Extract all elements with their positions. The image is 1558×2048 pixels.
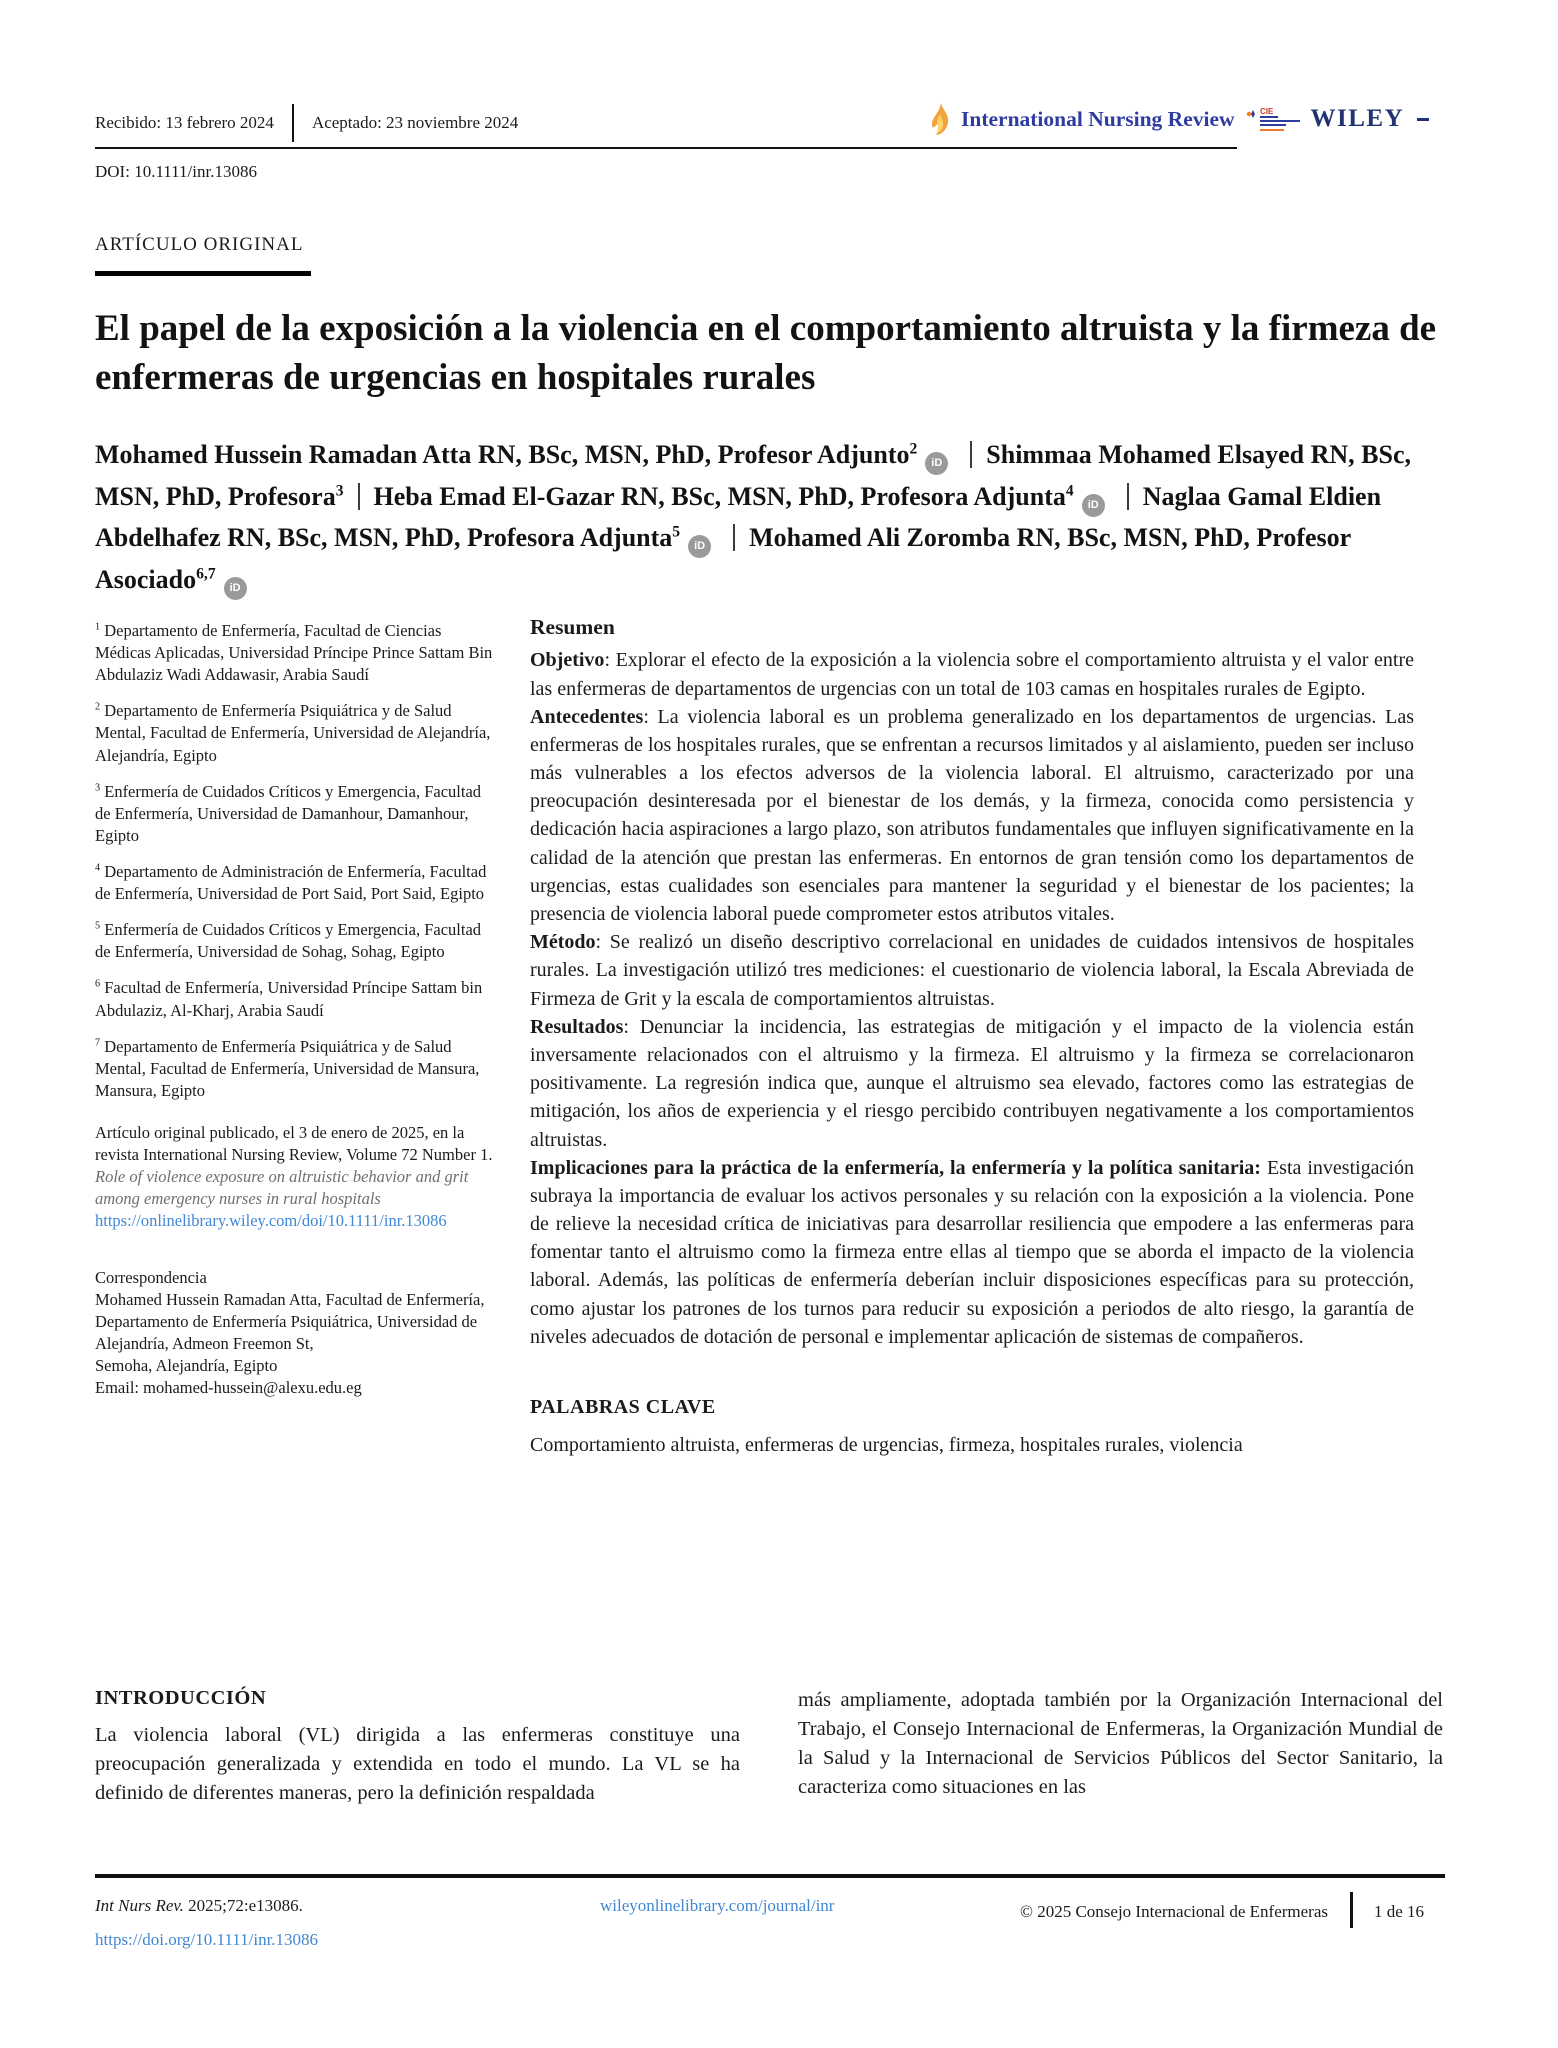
- intro-left-column: [95, 1684, 740, 1808]
- author-separator: [970, 441, 972, 468]
- doi-text: DOI: 10.1111/inr.13086: [95, 162, 257, 181]
- journal-logo-group: [928, 102, 1429, 136]
- journal-website-link[interactable]: wileyonlinelibrary.com/journal/inr: [600, 1896, 835, 1915]
- keywords-heading: PALABRAS CLAVE: [530, 1396, 716, 1418]
- received-accepted-row: [95, 104, 518, 142]
- introduction-heading: INTRODUCCIÓN: [95, 1687, 267, 1709]
- publisher-logo: WILEY: [1310, 105, 1405, 132]
- author-separator: [733, 524, 735, 551]
- article-type-label: ARTÍCULO ORIGINAL: [95, 234, 304, 255]
- abstract-section-implications: Implicaciones para la práctica de la enfermería, la enfermería y la política sanitaria: Esta investigación subraya la importancia de evaluar los activos personales y su relación con la exposición a la violencia. Pone de relieve la necesidad crítica de iniciativas para desarrollar resiliencia que empodere a las enfermeras para fomentar tanto el altruismo como la firmeza entre ellas al tiempo que se aborda el impacto de la violencia laboral. Además, las políticas de enfermería deberían incluir disposiciones específicas para su protección, como ajustar los patrones de los turnos para reducir su exposición a periodos de alto riesgo, la garantía de niveles adecuados de dotación de personal e implementar aplicación de sistemas de compañeros.: [530, 1156, 1414, 1348]
- affiliation-sup: 6,7: [196, 565, 216, 583]
- affiliation: $^2$ Departamento de Enfermería Psiquiátrica y de Salud Mental, Facultad de Enfermería, Universidad de Alejandría, Alejandría, Egipto: [95, 701, 491, 765]
- header-rule: [95, 147, 1237, 149]
- author: Mohamed Hussein Ramadan Atta RN, BSc, MSN, PhD, Profesor Adjunto$^2$: [95, 440, 918, 469]
- correspondence-address: Mohamed Hussein Ramadan Atta, Facultad de Enfermería, Departamento de Enfermería Psiquiátrica, Universidad de Alejandría, Admeon Freemon St,: [95, 1289, 485, 1353]
- affiliation-sup: 4: [1065, 481, 1074, 499]
- article-doi-link[interactable]: https://onlinelibrary.wiley.com/doi/10.1111/inr.13086: [95, 1211, 447, 1231]
- correspondence-email: Email: mohamed-hussein@alexu.edu.eg: [95, 1378, 362, 1398]
- author: Naglaa Gamal Eldien Abdelhafez RN, BSc, MSN, PhD, Profesora Adjunta$^5$: [95, 481, 1382, 553]
- footer: [95, 1892, 1445, 1928]
- orcid-icon[interactable]: iD: [925, 452, 948, 475]
- copyright-text: © 2025 Consejo Internacional de Enfermeras: [1020, 1902, 1328, 1921]
- correspondence-heading: Correspondencia: [95, 1267, 207, 1287]
- article-label-underline: [95, 271, 311, 276]
- affiliation-sup: 5: [672, 523, 681, 541]
- correspondence-city: Semoha, Alejandría, Egipto: [95, 1355, 278, 1375]
- introduction-text-right: más ampliamente, adoptada también por la Organización Internacional del Trabajo, el Consejo Internacional de Enfermeras, la Organización Mundial de la Salud y la Internacional de Servicios Públicos del Sector Sanitario, la caracteriza como situaciones en las: [798, 1689, 1443, 1799]
- flame-icon: [928, 102, 952, 136]
- footer-doi-link[interactable]: https://doi.org/10.1111/inr.13086: [95, 1930, 319, 1949]
- correspondence-block: [95, 1267, 497, 1400]
- affiliation: $^7$ Departamento de Enfermería Psiquiátrica y de Salud Mental, Facultad de Enfermería, Universidad de Mansura, Mansura, Egipto: [95, 1036, 480, 1100]
- author: Shimmaa Mohamed Elsayed RN, BSc, MSN, PhD, Profesora$^3$: [95, 440, 1411, 511]
- affiliation: $^1$ Departamento de Enfermería, Facultad de Ciencias Médicas Aplicadas, Universidad Príncipe Prince Sattam Bin Abdulaziz Wadi Addawasir, Arabia Saudí: [95, 621, 493, 685]
- sidebar: [95, 620, 497, 1399]
- orcid-icon[interactable]: iD: [688, 535, 711, 558]
- affiliation: $^3$ Enfermería de Cuidados Críticos y Emergencia, Facultad de Enfermería, Universidad de Damanhour, Damanhour, Egipto: [95, 781, 482, 845]
- abstract-section-results: Resultados: Denunciar la incidencia, las estrategias de mitigación y el impacto de la violencia están inversamente relacionados con el altruismo y la firmeza. El altruismo y la firmeza se correlacionaron positivamente. La regresión indica que, aunque el altruismo sea elevado, factores como las estrategias de mitigación, los años de experiencia y el riesgo percibido contribuyen negativamente a los comportamientos altruistas.: [530, 1015, 1414, 1151]
- authors-block: [95, 434, 1453, 600]
- footer-citation: Int Nurs Rev. 2025;72:e13086.: [95, 1896, 303, 1915]
- affiliation: $^5$ Enfermería de Cuidados Críticos y Emergencia, Facultad de Enfermería, Universidad de Sohag, Sohag, Egipto: [95, 920, 482, 962]
- introduction-section: [95, 1684, 1443, 1808]
- wiley-dash: [1417, 118, 1429, 121]
- abstract-section-objective: Objetivo: Explorar el efecto de la exposición a la violencia sobre el comportamiento altruista y el valor entre las enfermeras de departamentos de urgencias con un total de 103 camas en hospitales rurales de Egipto.: [530, 649, 1414, 700]
- footer-rule: [95, 1874, 1445, 1878]
- abstract-section-background: Antecedentes: La violencia laboral es un problema generalizado en los departamentos de urgencias. Las enfermeras de los hospitales rurales, que se enfrentan a recursos limitados y al aislamiento, pueden ser incluso más vulnerables a los efectos adversos de la violencia laboral. El altruismo, caracterizado por una preocupación desinteresada por el bienestar de los demás, y la firmeza, conocida como persistencia y dedicación hacia aspiraciones a largo plazo, son atributos fundamentales que influyen significativamente en la calidad de la atención que prestan las enfermeras. En entornos de gran tensión como los departamentos de urgencias, estas cualidades son esenciales para mantener la seguridad y el bienestar de los pacientes; la presencia de violencia laboral puede comprometer estos atributos vitales.: [530, 705, 1414, 925]
- orcid-icon[interactable]: iD: [224, 577, 247, 600]
- original-article-title: Role of violence exposure on altruistic behavior and grit among emergency nurses in rural hospitals: [95, 1167, 469, 1209]
- abstract-heading: Resumen: [530, 615, 615, 639]
- keywords-block: [530, 1393, 1414, 1459]
- affiliation: $^4$ Departamento de Administración de Enfermería, Facultad de Enfermería, Universidad de Port Said, Port Said, Egipto: [95, 861, 487, 904]
- publication-note: Artículo original publicado, el 3 de enero de 2025, en la revista International Nursing Review, Volume 72 Number 1. Role of violence exposure on altruistic behavior and grit among emergency nurses in rural hospitals https://onlinelibrary.wiley.com/doi/10.1111/inr.13086: [95, 1122, 493, 1231]
- received-date: Recibido: 13 febrero 2024: [95, 113, 274, 132]
- accepted-date: Aceptado: 23 noviembre 2024: [311, 113, 519, 132]
- icn-logo: [1244, 104, 1302, 134]
- article-title: El papel de la exposición a la violencia en el comportamiento altruista y la firmeza de enfermeras de urgencias en hospitales rurales: [95, 308, 1437, 399]
- affiliation-sup: 3: [335, 481, 344, 499]
- affiliation-sup: 2: [909, 440, 918, 458]
- footer-right-group: [1020, 1892, 1445, 1928]
- orcid-icon[interactable]: iD: [1082, 494, 1105, 517]
- intro-right-column: [798, 1684, 1443, 1808]
- svg-text:CIE: CIE: [1259, 107, 1273, 116]
- journal-name: International Nursing Review: [961, 106, 1235, 131]
- abstract-column: [530, 612, 1414, 1459]
- header-divider: [292, 104, 294, 142]
- keywords-text: Comportamiento altruista, enfermeras de urgencias, firmeza, hospitales rurales, violencia: [530, 1434, 1243, 1457]
- page-number: 1 de 16: [1373, 1902, 1425, 1921]
- introduction-text-left: La violencia laboral (VL) dirigida a las enfermeras constituye una preocupación generalizada y extendida en todo el mundo. La VL se ha definido de diferentes maneras, pero la definición respaldada: [95, 1724, 740, 1805]
- author-separator: [358, 483, 360, 510]
- author-separator: [1127, 483, 1129, 510]
- author: Mohamed Ali Zoromba RN, BSc, MSN, PhD, Profesor Asociado$^{6,7}$: [95, 523, 1351, 594]
- affiliation: $^6$ Facultad de Enfermería, Universidad Príncipe Sattam bin Abdulaziz, Al-Kharj, Arabia Saudí: [95, 978, 483, 1020]
- abstract-section-method: Método: Se realizó un diseño descriptivo correlacional en unidades de cuidados intensivos de hospitales rurales. La investigación utilizó tres mediciones: el cuestionario de violencia laboral, la Escala Abreviada de Firmeza de Grit y la escala de comportamientos altruistas.: [530, 931, 1414, 1010]
- author: Heba Emad El-Gazar RN, BSc, MSN, PhD, Profesora Adjunta$^4$: [373, 481, 1074, 511]
